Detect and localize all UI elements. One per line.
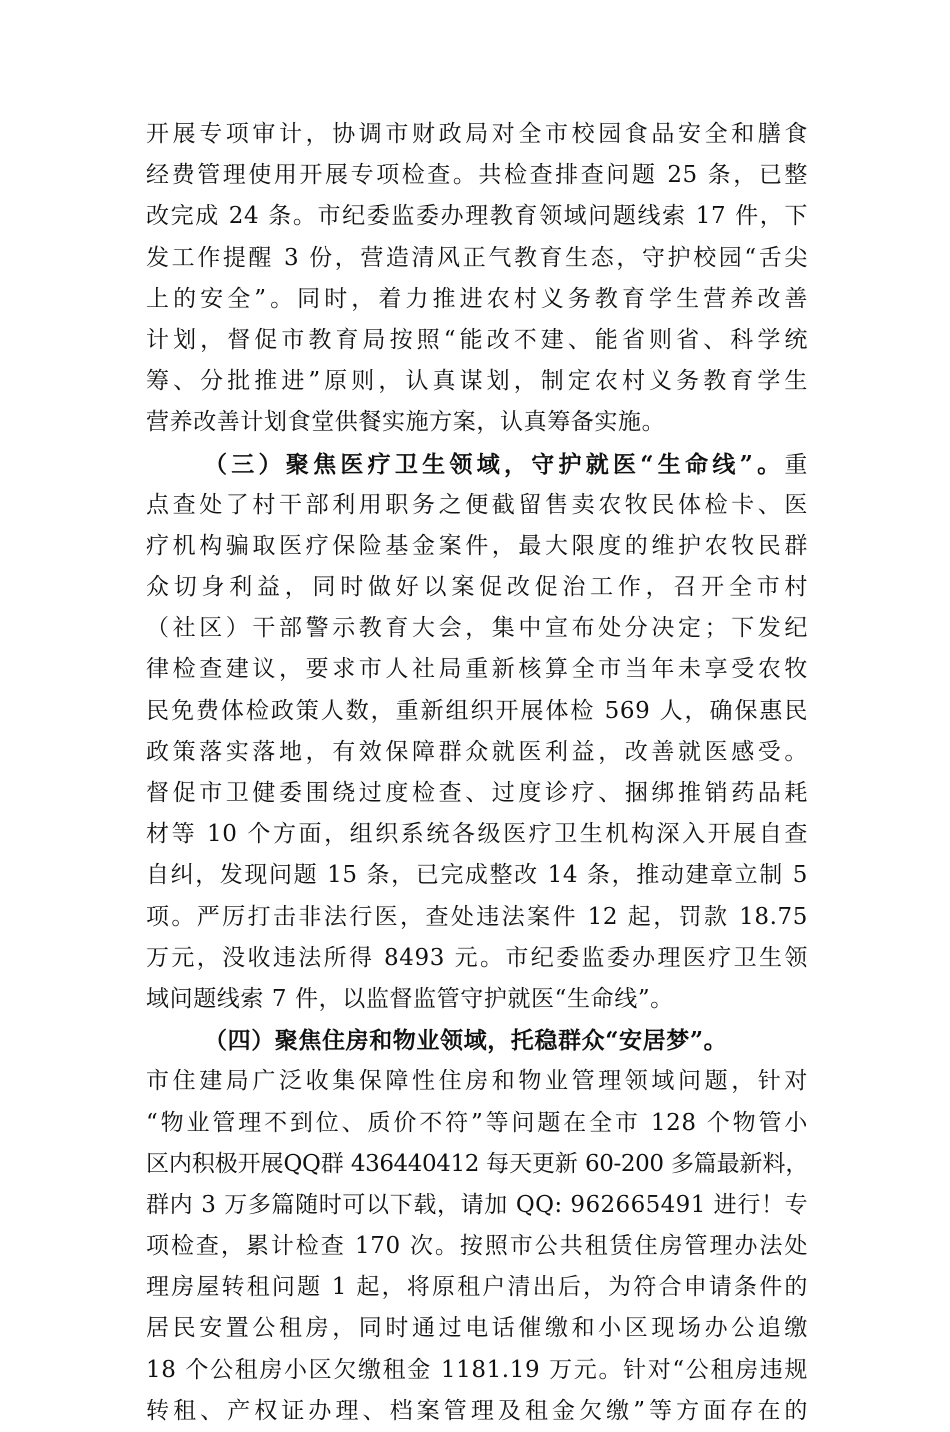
text-line: 律检查建议，要求市人社局重新核算全市当年未享受农牧 — [146, 656, 808, 683]
text-line: 开展专项审计，协调市财政局对全市校园食品安全和膳食 — [146, 121, 808, 147]
text-line: “物业管理不到位、质价不符”等问题在全市 128 个物管小 — [146, 1109, 808, 1136]
text-line: 筹、分批推进”原则，认真谋划，制定农村义务教育学生 — [146, 368, 808, 395]
text-line: 营养改善计划食堂供餐实施方案，认真筹备实施。 — [146, 409, 666, 436]
text-line: 项。严厉打击非法行医，查处违法案件 12 起，罚款 18.75 — [146, 903, 808, 930]
section-heading-3-line — [146, 444, 808, 485]
text-line: 区内积极开展QQ群 436440412 每天更新 60-200 多篇最新料， — [146, 1150, 808, 1177]
text-line: 上的安全”。同时，着力推进农村义务教育学生营养改善 — [146, 285, 808, 312]
text-line: 市住建局广泛收集保障性住房和物业管理领域问题，针对 — [146, 1068, 808, 1095]
section-heading-4: （四）聚焦住房和物业领域，托稳群众“安居梦”。 — [204, 1027, 728, 1055]
text-line: 18 个公租房小区欠缴租金 1181.19 万元。针对“公租房违规 — [146, 1356, 808, 1383]
heading-3-tail: 重 — [784, 451, 808, 478]
text-line: 众切身利益，同时做好以案促改促治工作，召开全市村 — [146, 574, 808, 601]
section-heading-3: （三）聚焦医疗卫生领域，守护就医“生命线”。 — [204, 450, 785, 478]
text-line: 材等 10 个方面，组织系统各级医疗卫生机构深入开展自查 — [146, 821, 808, 848]
text-line: 点查处了村干部利用职务之便截留售卖农牧民体检卡、医 — [146, 491, 808, 518]
text-line: 群内 3 万多篇随时可以下载，请加 QQ: 962665491 进行！专 — [146, 1191, 808, 1218]
text-line: 万元，没收违法所得 8493 元。市纪委监委办理医疗卫生领 — [146, 944, 808, 971]
text-line: 理房屋转租问题 1 起，将原租户清出后，为符合申请条件的 — [146, 1274, 808, 1301]
text-line: 计划，督促市教育局按照“能改不建、能省则省、科学统 — [146, 326, 808, 353]
text-line: 居民安置公租房，同时通过电话催缴和小区现场办公追缴 — [146, 1315, 808, 1342]
text-line: 发工作提醒 3 份，营造清风正气教育生态，守护校园“舌尖 — [146, 244, 808, 271]
body-text — [146, 114, 808, 1432]
text-line: 经费管理使用开展专项检查。共检查排查问题 25 条，已整 — [146, 162, 808, 189]
text-line: 域问题线索 7 件，以监督监管守护就医“生命线”。 — [146, 985, 674, 1012]
text-line: 自纠，发现问题 15 条，已完成整改 14 条，推动建章立制 5 — [146, 862, 808, 889]
text-line: 项检查，累计检查 170 次。按照市公共租赁住房管理办法处 — [146, 1233, 808, 1260]
text-line: 疗机构骗取医疗保险基金案件，最大限度的维护农牧民群 — [146, 532, 808, 559]
text-line: 转租、产权证办理、档案管理及租金欠缴”等方面存在的 — [146, 1397, 808, 1424]
text-line: 督促市卫健委围绕过度检查、过度诊疗、捆绑推销药品耗 — [146, 780, 808, 806]
text-line: 民免费体检政策人数，重新组织开展体检 569 人，确保惠民 — [146, 697, 808, 724]
text-line: （社区）干部警示教育大会，集中宣布处分决定；下发纪 — [146, 615, 808, 642]
text-line: 改完成 24 条。市纪委监委办理教育领域问题线索 17 件，下 — [146, 203, 808, 230]
text-line: 政策落实落地，有效保障群众就医利益，改善就医感受。 — [146, 738, 808, 765]
